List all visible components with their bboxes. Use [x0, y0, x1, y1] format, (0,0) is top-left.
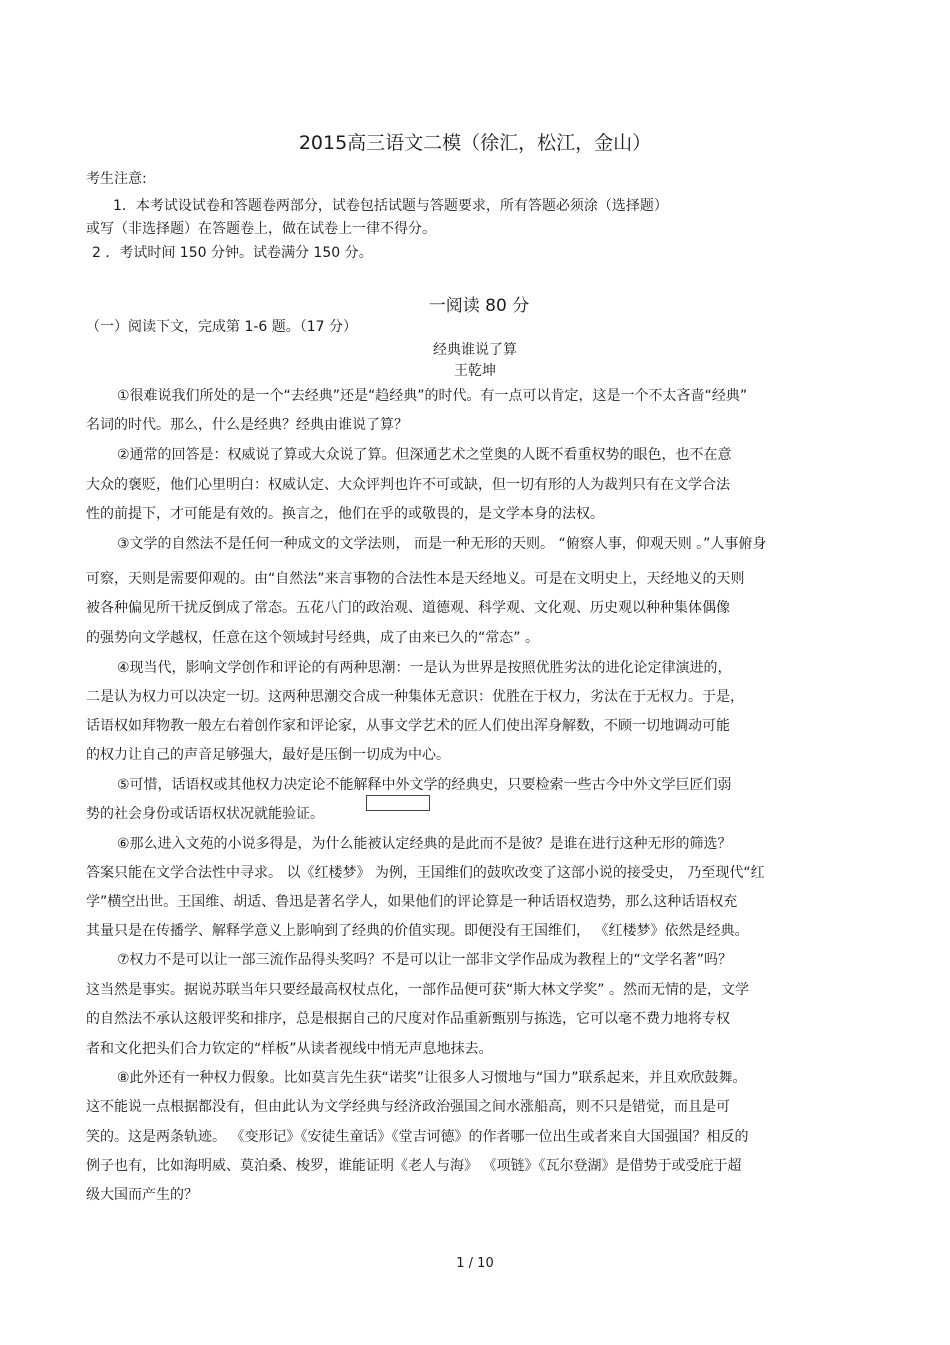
- paragraph-line: ①很难说我们所处的是一个“去经典”还是“趋经典”的时代。有一点可以肯定，这是一个不太吝啬“经典”: [117, 388, 748, 404]
- notice-item-2: 2 ．考试时间 150 分钟。试卷满分 150 分。: [92, 245, 373, 261]
- paragraph-line: 性的前提下，才可能是有效的。换言之，他们在乎的或敬畏的，是文学本身的法权。: [86, 506, 604, 522]
- notice-item-1-line-1: 1．本考试设试卷和答题卷两部分，试卷包括试题与答题要求，所有答题必须涂（选择题）: [113, 198, 668, 214]
- paragraph-line: ②通常的回答是：权威说了算或大众说了算。但深通艺术之堂奥的人既不看重权势的眼色，也不在意: [117, 447, 732, 463]
- section-title: 一阅读 80 分: [428, 296, 530, 316]
- paragraph-line: 笑的。这是两条轨迹。 《变形记》《安徒生童话》《堂吉诃德》的作者哪一位出生或者来自大国强国？相反的: [86, 1129, 749, 1145]
- paragraph-line: 答案只能在文学合法性中寻求。 以《红楼梦》 为例，王国维们的鼓吹改变了这部小说的接受史， 乃至现代“红: [86, 865, 765, 881]
- notice-item-1-line-2: 或写（非选择题）在答题卷上，做在试卷上一律不得分。: [86, 221, 436, 237]
- paragraph-line: ⑥那么进入文苑的小说多得是，为什么能被认定经典的是此而不是彼？是谁在进行这种无形的筛选？: [117, 836, 732, 852]
- paragraph-line: 这不能说一点根据都没有，但由此认为文学经典与经济政治强国之间水涨船高，则不只是错觉，而且是可: [86, 1099, 730, 1115]
- article-title: 经典谁说了算: [433, 342, 517, 358]
- paragraph-line: 话语权如拜物教一般左右着创作家和评论家，从事文学艺术的匠人们使出浑身解数，不顾一切地调动可能: [86, 718, 730, 734]
- notice-heading: 考生注意:: [86, 171, 147, 187]
- page-number: 1 / 10: [456, 1256, 494, 1271]
- paragraph-line: 可察，天则是需要仰观的。由“自然法”来言事物的合法性本是天经地义。可是在文明史上，天经地义的天则: [86, 571, 745, 587]
- paragraph-line: 名词的时代。那么，什么是经典？经典由谁说了算？: [86, 417, 408, 433]
- paragraph-line: ③文学的自然法不是任何一种成文的文学法则， 而是一种无形的天则。 “俯察人事，仰观天则 。”人事俯身: [117, 536, 767, 552]
- page-title: 2015高三语文二模（徐汇，松江，金山）: [298, 132, 652, 154]
- answer-blank-box: [366, 795, 430, 811]
- article-author: 王乾坤: [454, 363, 496, 379]
- paragraph-line: 二是认为权力可以决定一切。这两种思潮交合成一种集体无意识：优胜在于权力，劣汰在于无权力。于是，: [86, 689, 744, 705]
- section-instruction: （一）阅读下文，完成第 1-6 题。（17 分）: [86, 319, 358, 335]
- paragraph-line: ④现当代，影响文学创作和评论的有两种思潮：一是认为世界是按照优胜劣汰的进化论定律演进的，: [117, 660, 732, 676]
- paragraph-line: 这当然是事实。据说苏联当年只要经最高权杖点化，一部作品便可获“斯大林文学奖” 。然而无情的是，文学: [86, 982, 749, 998]
- paragraph-line: 被各种偏见所干扰反倒成了常态。五花八门的政治观、道德观、科学观、文化观、历史观以种种集体偶像: [86, 600, 730, 616]
- paragraph-line: 的强势向文学越权，任意在这个领域封号经典，成了由来已久的“常态” 。: [86, 630, 539, 646]
- paragraph-line: 的自然法不承认这般评奖和排序，总是根据自己的尺度对作品重新甄别与拣选，它可以毫不费力地将专权: [86, 1011, 730, 1027]
- paragraph-line: ⑤可惜，话语权或其他权力决定论不能解释中外文学的经典史，只要检索一些古今中外文学巨匠们弱: [117, 777, 732, 793]
- paragraph-line: 大众的褒贬，他们心里明白：权威认定、大众评判也许不可或缺，但一切有形的人为裁判只有在文学合法: [86, 477, 730, 493]
- paragraph-line: 者和文化把头们合力钦定的“样板”从读者视线中悄无声息地抹去。: [86, 1041, 493, 1057]
- paragraph-line: ⑦权力不是可以让一部三流作品得头奖吗？不是可以让一部非文学作品成为教程上的“文学名著”吗？: [117, 952, 733, 968]
- paragraph-line: 势的社会身份或话语权状况就能验证。: [86, 806, 324, 822]
- paragraph-line: 级大国而产生的？: [86, 1187, 198, 1203]
- paragraph-line: ⑧此外还有一种权力假象。比如莫言先生获“诺奖”让很多人习惯地与“国力”联系起来，并且欢欣鼓舞。: [117, 1070, 747, 1086]
- paragraph-line: 其量只是在传播学、解释学意义上影响到了经典的价值实现。即便没有王国维们， 《红楼梦》依然是经典。: [86, 923, 749, 939]
- paragraph-line: 学”横空出世。王国维、胡适、鲁迅是著名学人，如果他们的评论算是一种话语权造势，那么这种话语权充: [86, 894, 738, 910]
- paragraph-line: 例子也有，比如海明威、莫泊桑、梭罗，谁能证明《老人与海》 《项链》《瓦尔登湖》是借势于或受庇于超: [86, 1158, 742, 1174]
- paragraph-line: 的权力让自己的声音足够强大，最好是压倒一切成为中心。: [86, 747, 450, 763]
